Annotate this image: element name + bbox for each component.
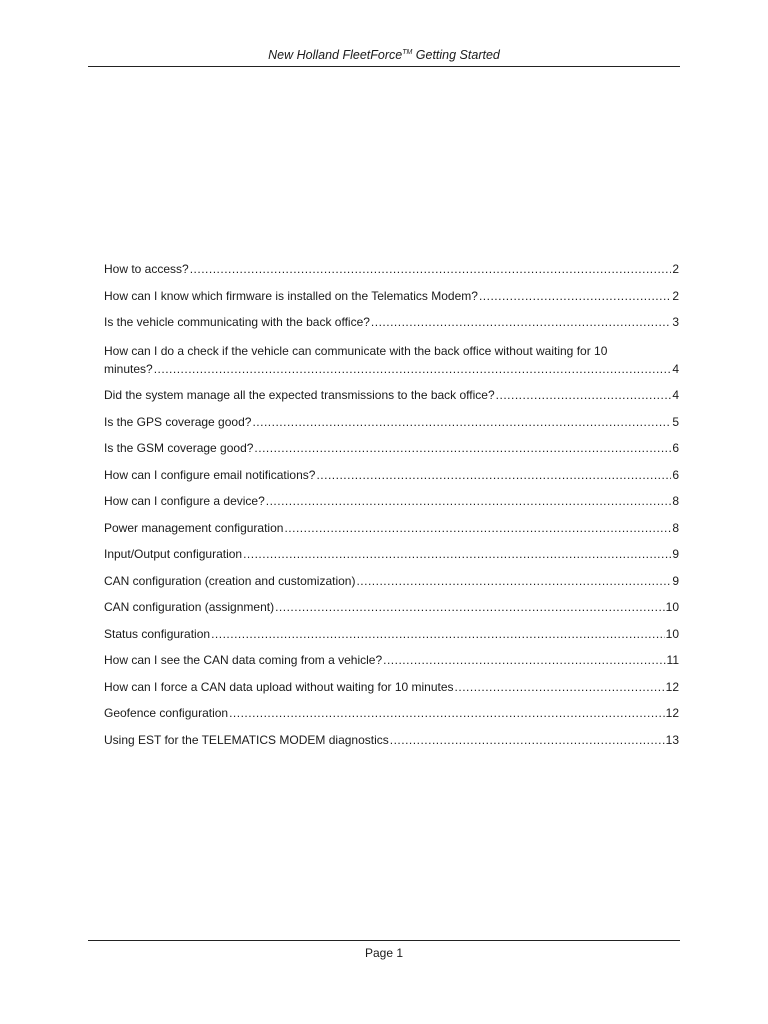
toc-leader-dots <box>390 732 665 748</box>
toc-entry-page: 8 <box>672 494 679 508</box>
toc-entry[interactable] <box>104 599 679 615</box>
toc-entry[interactable] <box>104 341 679 377</box>
toc-leader-dots <box>252 414 671 430</box>
toc-entry-title: How can I configure email notifications? <box>104 467 316 482</box>
toc-entry-page: 9 <box>672 547 679 561</box>
toc-entry[interactable] <box>104 732 679 748</box>
toc-entry-title: Power management configuration <box>104 520 284 535</box>
toc-entry-page: 2 <box>672 262 679 276</box>
toc-leader-dots <box>275 599 665 615</box>
toc-entry[interactable] <box>104 520 679 536</box>
toc-entry-page: 12 <box>665 706 679 720</box>
toc-entry-title: Status configuration <box>104 626 211 641</box>
toc-entry[interactable] <box>104 467 679 483</box>
toc-entry-page: 2 <box>672 288 679 303</box>
toc-entry-title: Using EST for the TELEMATICS MODEM diagnostics <box>104 732 389 747</box>
trademark-mark: TM <box>402 48 413 56</box>
toc-entry-title: Geofence configuration <box>104 706 229 720</box>
toc-entry-page: 6 <box>672 467 679 482</box>
toc-leader-dots <box>211 626 665 642</box>
toc-entry[interactable] <box>104 314 679 330</box>
header-title: New Holland FleetForce <box>268 48 403 62</box>
toc-leader-dots <box>455 679 665 695</box>
toc-entry-page: 3 <box>672 315 679 329</box>
table-of-contents <box>104 261 679 758</box>
toc-leader-dots <box>496 387 672 403</box>
toc-entry[interactable] <box>104 261 679 277</box>
toc-entry[interactable] <box>104 440 679 456</box>
toc-entry[interactable] <box>104 288 679 304</box>
toc-leader-dots <box>243 546 671 562</box>
toc-leader-dots <box>254 440 671 456</box>
toc-entry-title: Input/Output configuration <box>104 547 243 561</box>
toc-entry-page: 12 <box>665 679 679 694</box>
page-header <box>88 46 680 67</box>
toc-leader-dots <box>316 467 671 483</box>
toc-entry[interactable] <box>104 652 679 668</box>
toc-entry-title: How can I know which firmware is installed on the Telematics Modem? <box>104 288 478 303</box>
toc-leader-dots <box>356 573 671 589</box>
toc-entry-page: 13 <box>665 732 679 747</box>
toc-entry-title: Is the GPS coverage good? <box>104 414 252 429</box>
toc-entry-title: Is the vehicle communicating with the back office? <box>104 315 370 329</box>
toc-leader-dots <box>266 493 672 509</box>
toc-entry-page: 9 <box>672 573 679 588</box>
toc-entry-page: 4 <box>672 361 679 376</box>
toc-entry-page: 10 <box>665 626 679 641</box>
header-subtitle: Getting Started <box>412 48 500 62</box>
toc-leader-dots <box>154 361 672 377</box>
toc-entry[interactable] <box>104 546 679 562</box>
toc-entry-page: 10 <box>665 600 679 614</box>
toc-entry[interactable] <box>104 679 679 695</box>
toc-leader-dots <box>383 652 665 668</box>
toc-entry-title: CAN configuration (assignment) <box>104 600 275 614</box>
toc-leader-dots <box>229 705 665 721</box>
toc-entry-title: How can I do a check if the vehicle can communicate with the back office without waiting for 10 <box>104 343 608 358</box>
toc-leader-dots <box>284 520 671 536</box>
toc-entry-title: How to access? <box>104 262 189 276</box>
toc-leader-dots <box>479 288 671 304</box>
page-number: Page 1 <box>364 946 404 960</box>
toc-entry[interactable] <box>104 387 679 403</box>
toc-entry[interactable] <box>104 626 679 642</box>
toc-leader-dots <box>190 261 672 277</box>
toc-entry[interactable] <box>104 573 679 589</box>
toc-entry-title: CAN configuration (creation and customization) <box>104 573 356 588</box>
toc-entry[interactable] <box>104 414 679 430</box>
toc-entry-page: 11 <box>666 653 679 667</box>
toc-entry-title: Is the GSM coverage good? <box>104 441 254 455</box>
toc-entry[interactable] <box>104 705 679 721</box>
toc-entry-page: 6 <box>672 441 679 455</box>
toc-entry-title: Did the system manage all the expected transmissions to the back office? <box>104 388 495 402</box>
toc-entry-page: 4 <box>672 388 679 402</box>
toc-entry-title: How can I see the CAN data coming from a vehicle? <box>104 653 383 667</box>
toc-entry[interactable] <box>104 493 679 509</box>
toc-entry-page: 8 <box>672 520 679 535</box>
page-footer <box>88 940 680 963</box>
toc-entry-title: How can I configure a device? <box>104 494 265 508</box>
toc-entry-title-continued: minutes? <box>104 361 153 376</box>
toc-entry-title: How can I force a CAN data upload without waiting for 10 minutes <box>104 679 454 694</box>
toc-leader-dots <box>371 314 671 330</box>
toc-entry-page: 5 <box>672 414 679 429</box>
